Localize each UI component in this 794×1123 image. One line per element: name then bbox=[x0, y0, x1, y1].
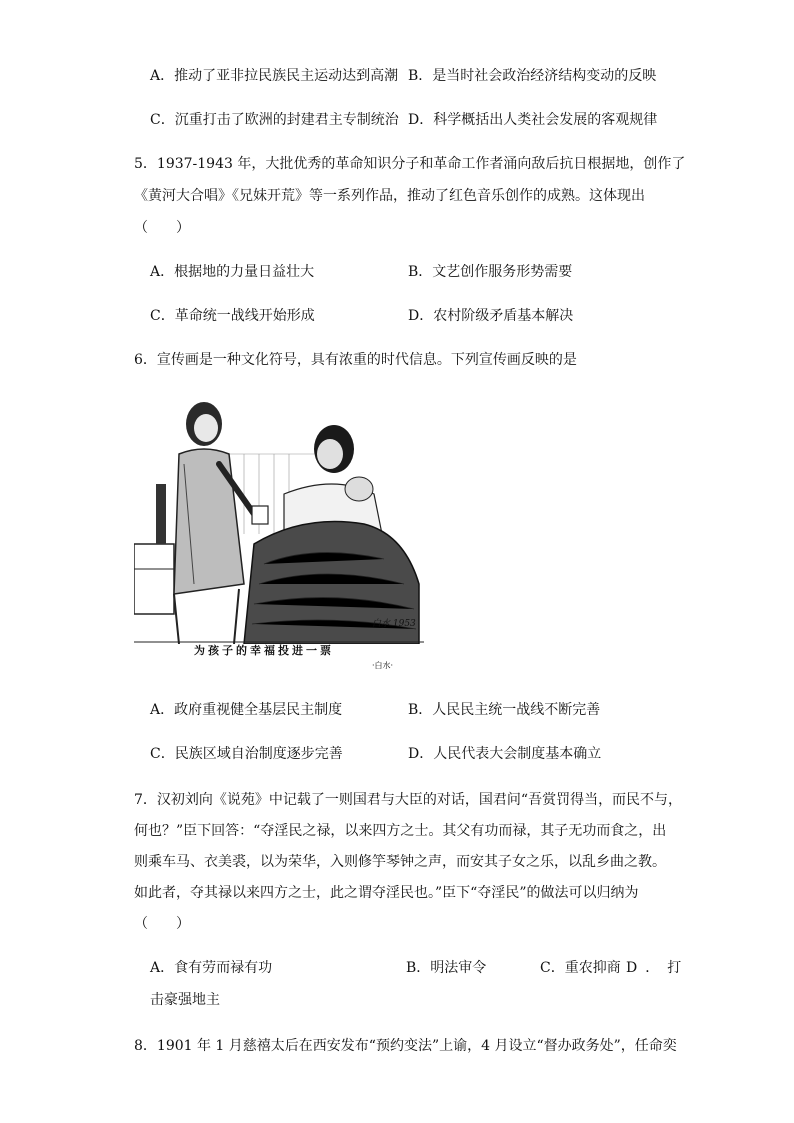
q5-answer-blank: （ ） bbox=[134, 220, 190, 236]
q7-option-d: D．打 bbox=[626, 960, 690, 976]
q5-option-b: B．文艺创作服务形势需要 bbox=[408, 264, 573, 280]
poster-illustration bbox=[134, 394, 424, 644]
poster-caption: 为孩子的幸福投进一票 bbox=[194, 644, 334, 657]
q7-stem-line-4: 如此者，夺其禄以来四方之士，此之谓夺淫民也。”臣下“夺淫民”的做法可以归纳为 bbox=[134, 885, 639, 901]
q6-option-c: C．民族区域自治制度逐步完善 bbox=[150, 746, 343, 762]
q6-option-b: B．人民民主统一战线不断完善 bbox=[408, 702, 601, 718]
q5-option-a: A．根据地的力量日益壮大 bbox=[150, 264, 315, 280]
q5-stem-line-2: 《黄河大合唱》《兄妹开荒》等一系列作品，推动了红色音乐创作的成熟。这体现出 bbox=[134, 188, 645, 204]
q5-option-c: C．革命统一战线开始形成 bbox=[150, 308, 315, 324]
q7-stem-line-3: 则乘车马、衣美裘，以为荣华，入则修竽琴钟之声，而安其子女之乐，以乱乡曲之教。 bbox=[134, 854, 666, 870]
poster-artist: ·白水· bbox=[372, 661, 394, 670]
q7-stem-line-1: 7．汉初刘向《说苑》中记载了一则国君与大臣的对话，国君问“吾赏罚得当，而民不与， bbox=[134, 792, 683, 808]
q6-option-a: A．政府重视健全基层民主制度 bbox=[150, 702, 343, 718]
q7-option-c: C．重农抑商 bbox=[540, 960, 621, 976]
q6-option-d: D．人民代表大会制度基本确立 bbox=[408, 746, 602, 762]
q7-option-b: B．明法审令 bbox=[406, 960, 487, 976]
q7-stem-line-2: 何也？”臣下回答：“夺淫民之禄，以来四方之士。其父有功而禄，其子无功而食之，出 bbox=[134, 823, 667, 839]
q7-option-a: A．食有劳而禄有功 bbox=[150, 960, 273, 976]
q4-option-d: D．科学概括出人类社会发展的客观规律 bbox=[408, 112, 658, 128]
q7-option-d-continued: 击豪强地主 bbox=[150, 992, 220, 1008]
q4-option-a: A．推动了亚非拉民族民主运动达到高潮 bbox=[150, 68, 399, 84]
q7-answer-blank: （ ） bbox=[134, 916, 190, 932]
q5-stem-line-1: 5．1937-1943 年，大批优秀的革命知识分子和革命工作者涌向敌后抗日根据地，创作了 bbox=[134, 156, 686, 172]
poster-signature: 白水 1953 bbox=[372, 619, 416, 629]
q5-option-d: D．农村阶级矛盾基本解决 bbox=[408, 308, 574, 324]
q6-stem-line-1: 6．宣传画是一种文化符号，具有浓重的时代信息。下列宣传画反映的是 bbox=[134, 352, 577, 368]
q4-option-c: C．沉重打击了欧洲的封建君主专制统治 bbox=[150, 112, 399, 128]
q4-option-b: B．是当时社会政治经济结构变动的反映 bbox=[408, 68, 657, 84]
q8-stem-line-1: 8．1901 年 1 月慈禧太后在西安发布“预约变法”上谕，4 月设立“督办政务处”，任命奕 bbox=[134, 1038, 677, 1054]
